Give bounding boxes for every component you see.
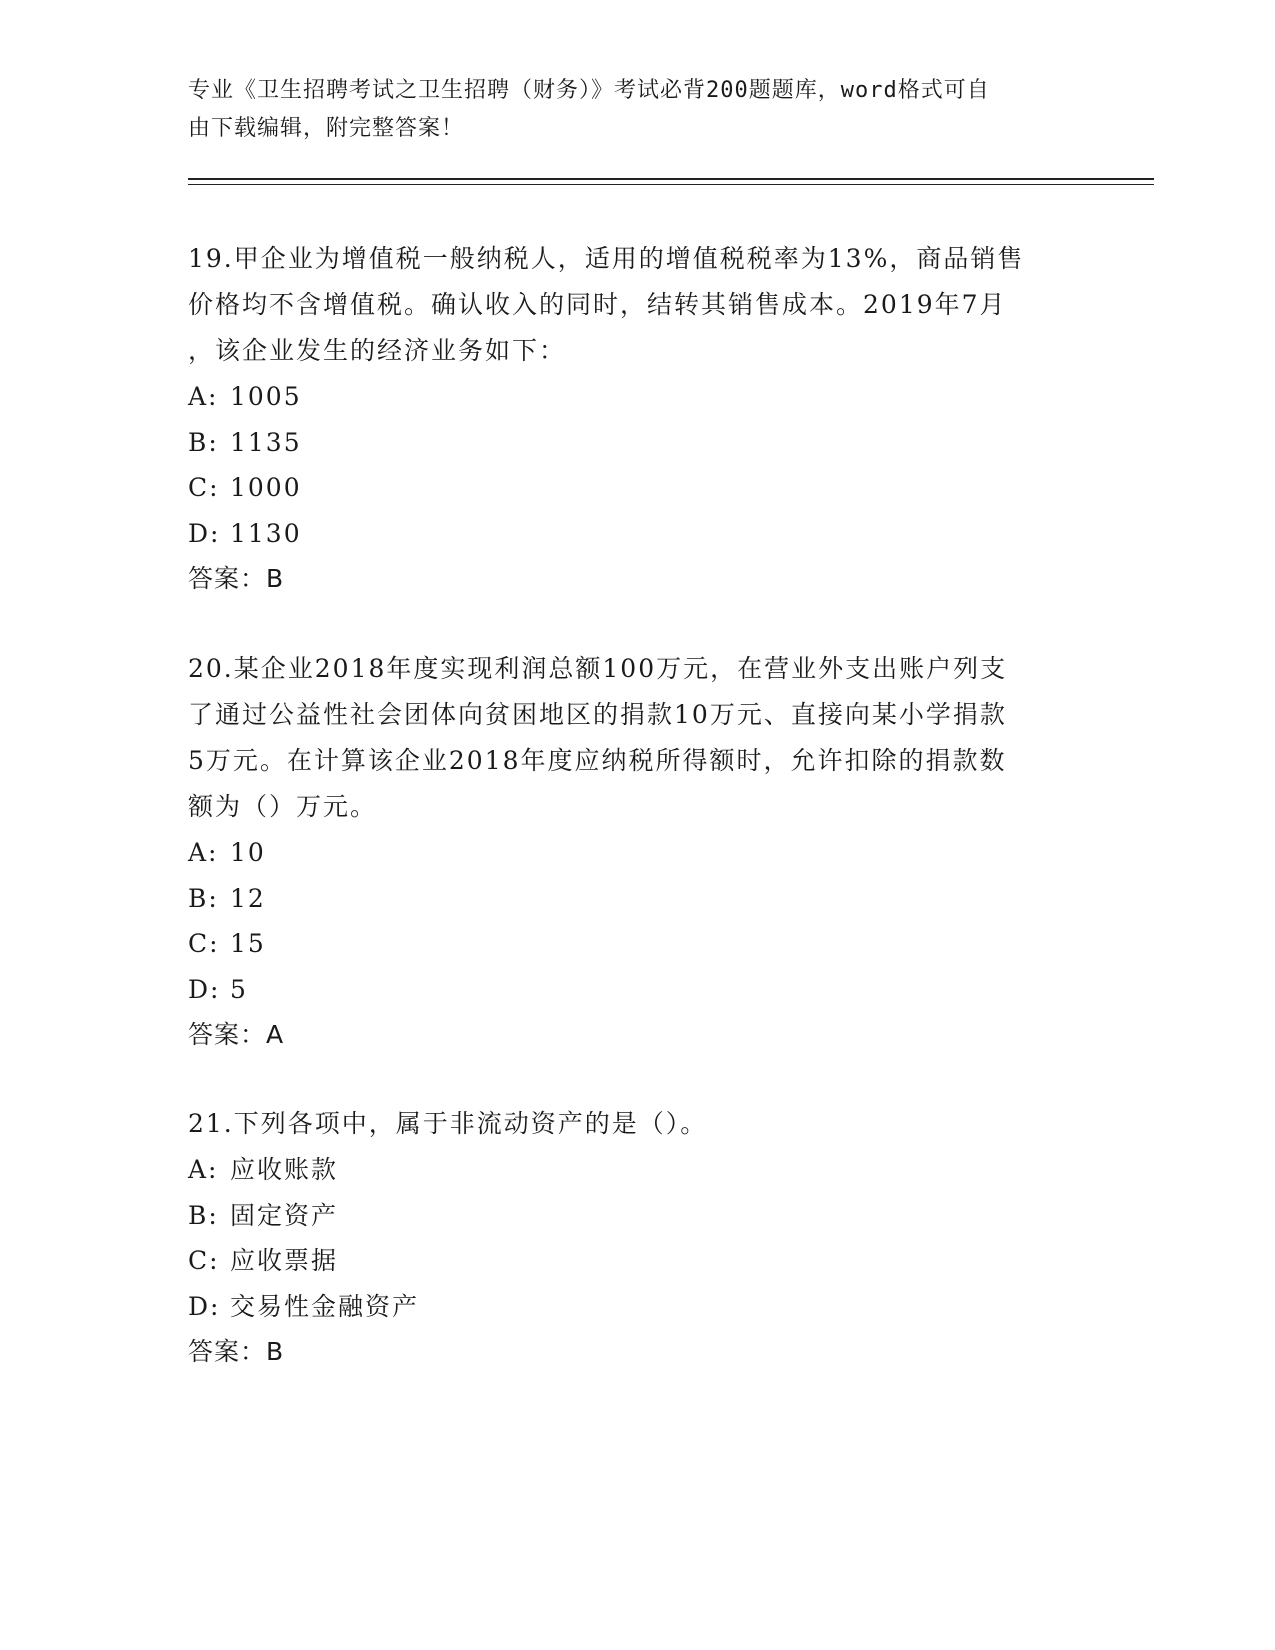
- question-stem-line: 20.某企业2018年度实现利润总额100万元，在营业外支出账户列支: [188, 654, 1008, 683]
- option-d: [188, 1284, 1068, 1330]
- option-key: B:: [188, 883, 219, 913]
- option-text: 应收票据: [230, 1246, 339, 1275]
- option-key: A:: [188, 838, 219, 867]
- question-stem-line: 了通过公益性社会团体向贫困地区的捐款10万元、直接向某小学捐款: [188, 700, 1007, 729]
- header-title-line-2: 由下载编辑，附完整答案！: [188, 116, 465, 141]
- option-key: C:: [188, 1246, 220, 1275]
- option-key: C:: [188, 473, 220, 502]
- option-text: 交易性金融资产: [230, 1291, 420, 1321]
- document-header: [188, 72, 1068, 148]
- question-stem-line: 21.下列各项中，属于非流动资产的是（）。: [188, 1109, 708, 1138]
- option-b: [188, 420, 1068, 466]
- option-key: D:: [188, 518, 221, 548]
- option-text: 1135: [230, 427, 302, 457]
- option-a: [188, 1147, 1068, 1193]
- option-key: B:: [188, 1200, 219, 1230]
- option-d: [188, 511, 1068, 557]
- question-stem-line: 5万元。在计算该企业2018年度应纳税所得额时，允许扣除的捐款数: [188, 746, 1007, 775]
- option-text: 12: [230, 883, 266, 913]
- question-stem-line: 19.甲企业为增值税一般纳税人，适用的增值税税率为13%，商品销售: [188, 244, 1025, 273]
- question-stem-line: 额为（）万元。: [188, 792, 378, 821]
- question-stem-line: ，该企业发生的经济业务如下：: [188, 336, 567, 365]
- header-divider-thin: [188, 184, 1154, 185]
- option-c: [188, 1238, 1068, 1284]
- answer-line: 答案：B: [188, 564, 285, 593]
- option-b: [188, 876, 1068, 922]
- option-text: 5: [230, 974, 248, 1004]
- option-c: [188, 921, 1068, 967]
- option-key: B:: [188, 427, 219, 457]
- option-key: D:: [188, 1291, 221, 1321]
- option-key: C:: [188, 929, 220, 958]
- option-text: 1130: [230, 518, 302, 548]
- header-title-line-1: 专业《卫生招聘考试之卫生招聘（财务）》考试必背200题题库，word格式可自: [188, 78, 990, 103]
- option-text: 10: [230, 838, 266, 867]
- option-b: [188, 1193, 1068, 1239]
- option-c: [188, 465, 1068, 511]
- question-21: [188, 1101, 1068, 1375]
- option-a: [188, 830, 1068, 876]
- option-text: 固定资产: [230, 1200, 339, 1230]
- option-a: [188, 374, 1068, 420]
- option-key: A:: [188, 382, 219, 411]
- answer-line: 答案：B: [188, 1337, 285, 1366]
- question-stem-line: 价格均不含增值税。确认收入的同时，结转其销售成本。2019年7月: [188, 290, 1007, 319]
- question-20: [188, 646, 1068, 1058]
- option-text: 15: [230, 929, 266, 958]
- answer-line: 答案：A: [188, 1020, 285, 1049]
- question-19: [188, 236, 1068, 602]
- header-divider-thick: [188, 178, 1154, 180]
- option-d: [188, 967, 1068, 1013]
- option-key: A:: [188, 1155, 219, 1184]
- option-key: D:: [188, 974, 221, 1004]
- option-text: 1000: [230, 473, 302, 502]
- option-text: 应收账款: [230, 1155, 339, 1184]
- option-text: 1005: [230, 382, 302, 411]
